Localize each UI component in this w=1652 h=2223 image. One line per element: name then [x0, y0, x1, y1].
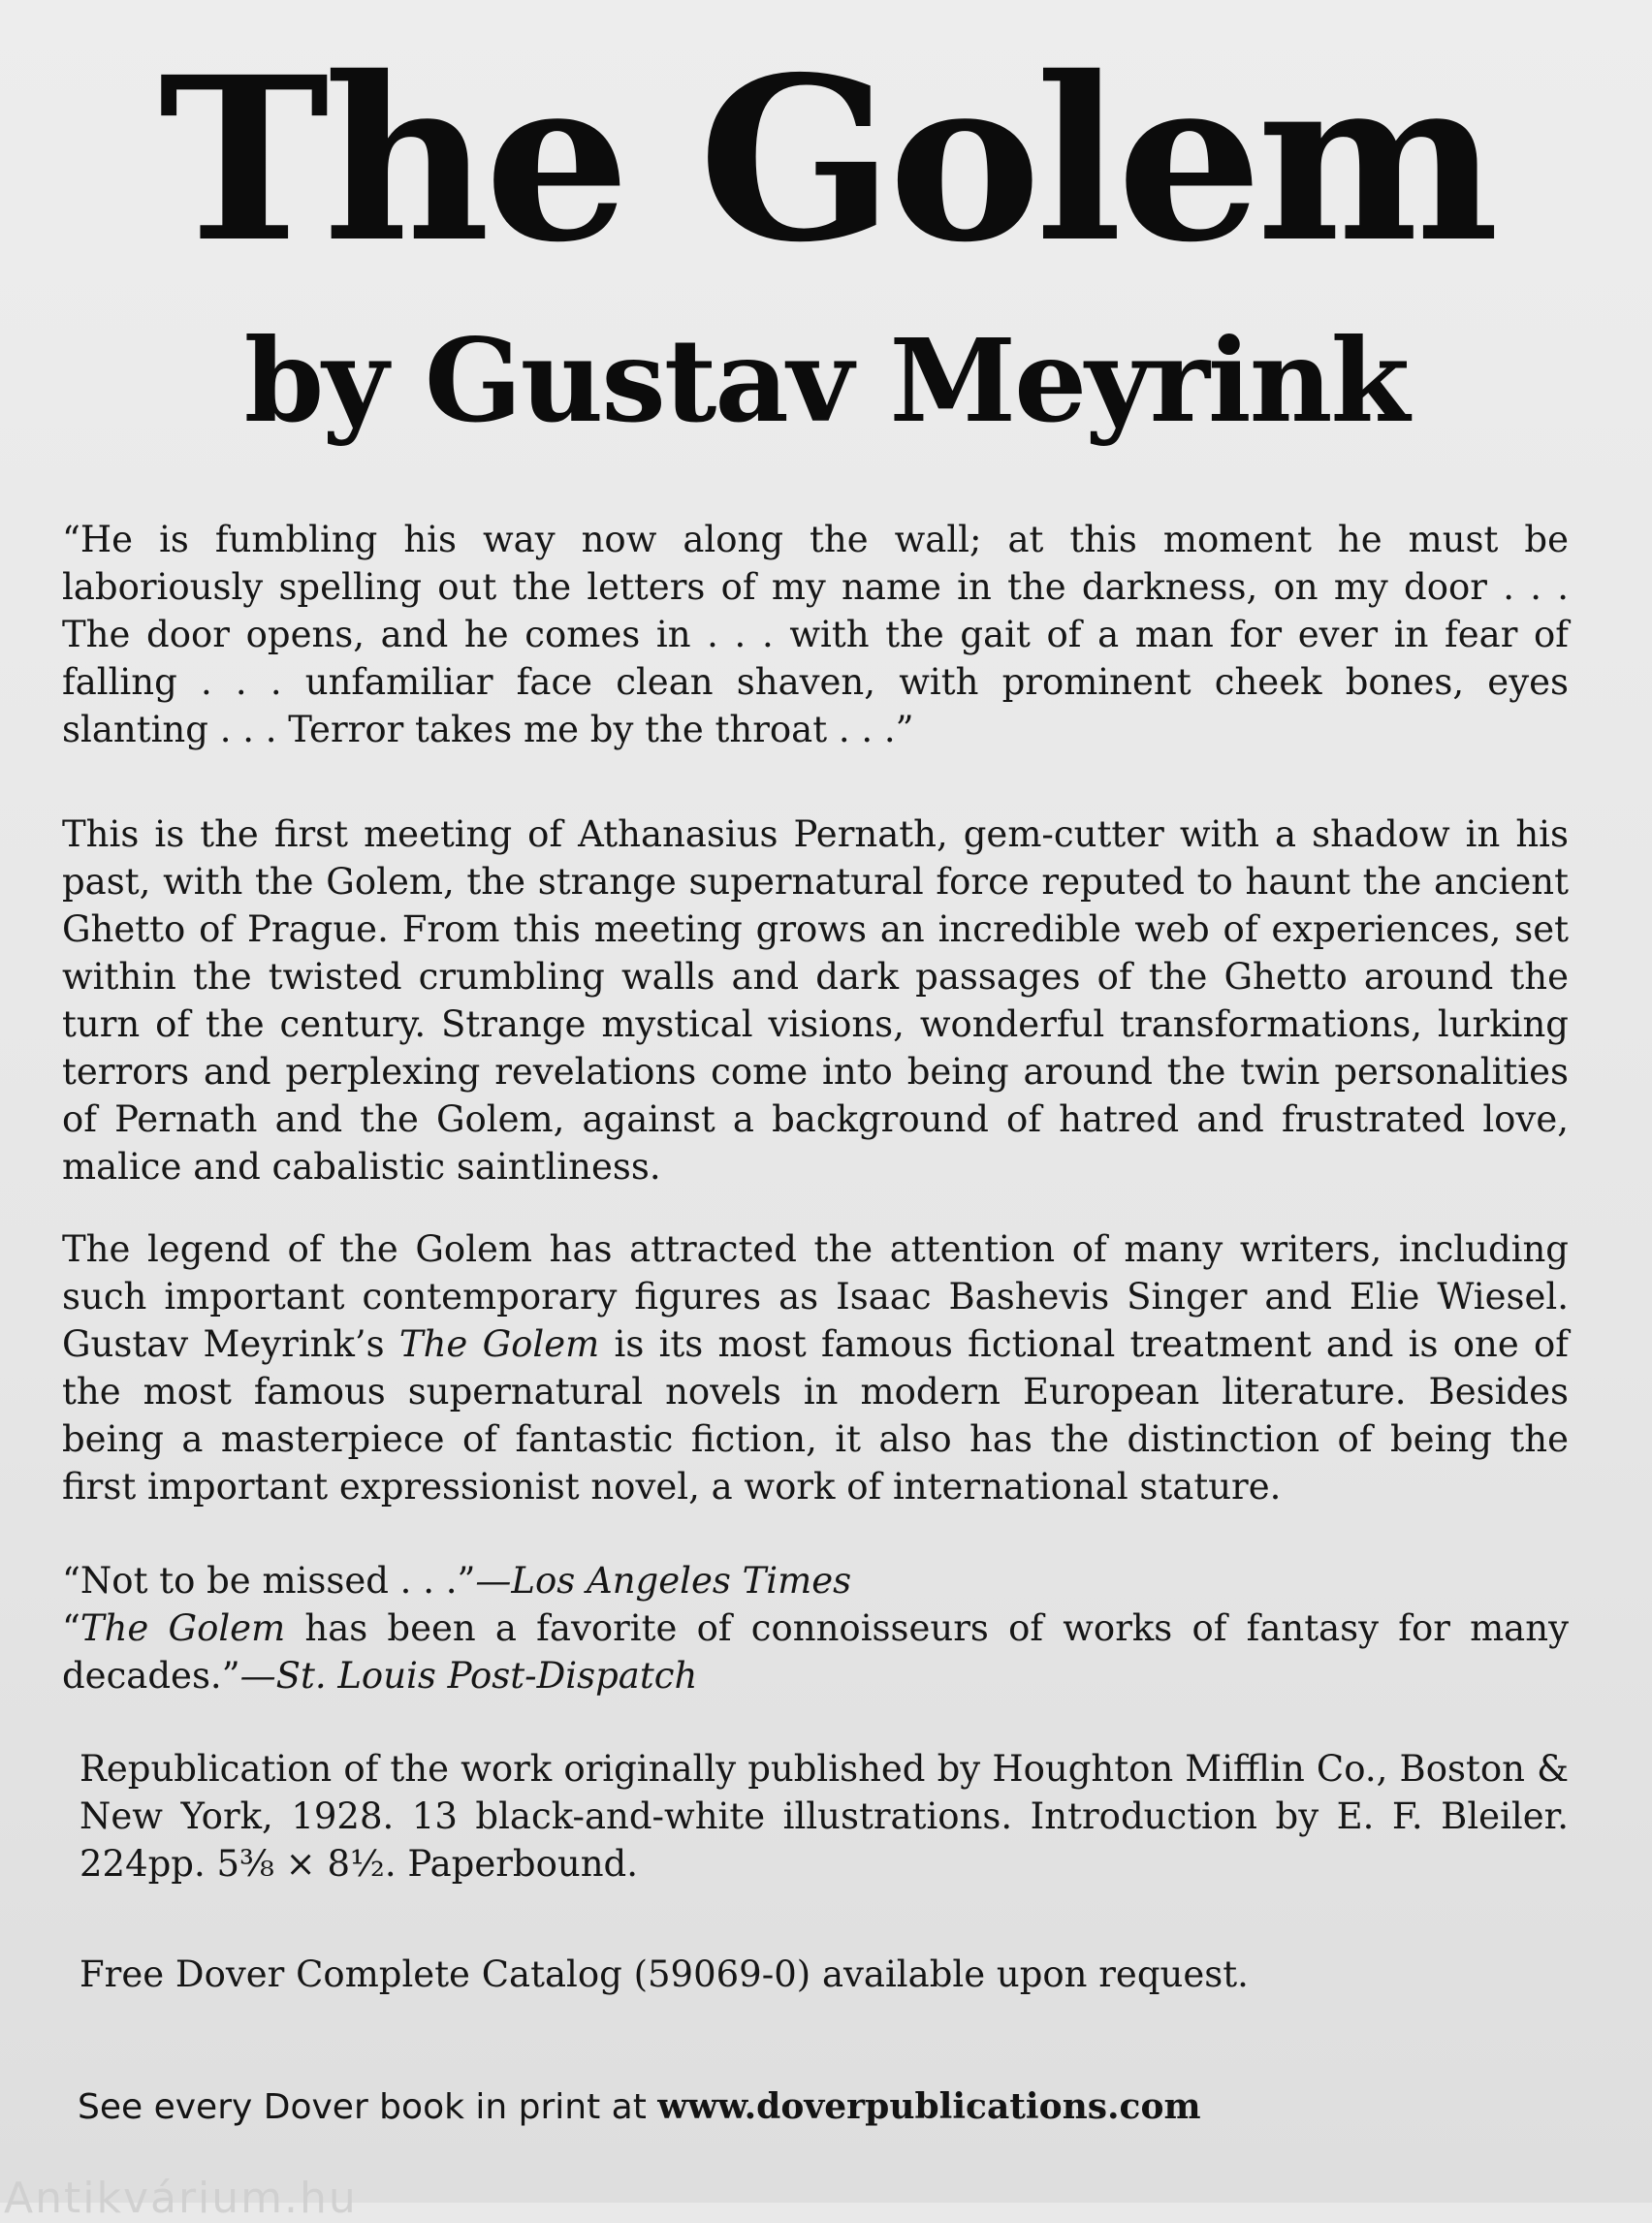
quote-source: —Los Angeles Times	[475, 1560, 852, 1602]
watermark: Antikvárium.hu	[4, 2174, 358, 2223]
quote-text-open: “	[62, 1607, 80, 1649]
review-quote	[62, 1604, 1569, 1699]
synopsis-paragraph: This is the first meeting of Athanasius Pernath, gem-cutter with a shadow in his past, with the Golem, the strange supernatural force reputed to haunt the ancient Ghetto of Prague. From this meeting grows an incredible web of experiences, set within the twisted crumbling walls and dark passages of the Ghetto around the turn of the century. Strange mystical visions, wonderful transformations, lurking terrors and perplexing revelations come into being around the twin personalities of Pernath and the Golem, against a background of hatred and frustrated love, malice and cabalistic saintliness.	[62, 813, 1569, 1188]
quote-text: “Not to be missed . . .”	[62, 1560, 476, 1602]
quote-source: —St. Louis Post-Dispatch	[239, 1655, 698, 1697]
legend-text-part-2: is its most famous fictional treatment and is one of the most famous supernatural novels in modern European literature. Besides being a masterpiece of fantastic fiction, it also has the distinction of being the first important expressionist novel, a work of international stature.	[62, 1323, 1569, 1508]
dover-line-prefix: See every Dover book in print at	[78, 2087, 658, 2127]
quote-title-reference: The Golem	[79, 1607, 286, 1649]
legend-title-reference: The Golem	[398, 1323, 600, 1365]
catalog-note: Free Dover Complete Catalog (59069-0) available upon request.	[79, 1953, 1249, 1995]
legend-paragraph	[62, 1225, 1569, 1510]
review-quote	[62, 1557, 1569, 1604]
quote-text: has been a favorite of connoisseurs of works of fantasy for many decades.”	[62, 1607, 1569, 1697]
legend-text-part-1: The legend of the Golem has attracted the attention of many writers, including such important contemporary figures as Isaac Bashevis Singer and Elie Wiesel. Gustav Meyrink’s	[62, 1228, 1569, 1365]
dover-website-url: www.doverpublications.com	[657, 2086, 1201, 2127]
review-quotes	[62, 1557, 1569, 1699]
book-title: The Golem	[158, 27, 1494, 292]
opening-quote-paragraph: “He is fumbling his way now along the wall; at this moment he must be laboriously spelling out the letters of my name in the darkness, on my door . . . The door opens, and he comes in . . . with the gait of a man for ever in fear of falling . . . unfamiliar face clean shaven, with prominent cheek bones, eyes slanting . . . Terror takes me by the throat . . .”	[62, 519, 1569, 750]
dover-website-line	[78, 2082, 1571, 2132]
republication-note: Republication of the work originally published by Houghton Mifflin Co., Boston & New York, 1928. 13 black-and-white illustrations. Introduction by E. F. Bleiler. 224pp. 5⅜ × 8½. Paperbound.	[79, 1748, 1569, 1885]
author-byline: by Gustav Meyrink	[243, 313, 1409, 448]
